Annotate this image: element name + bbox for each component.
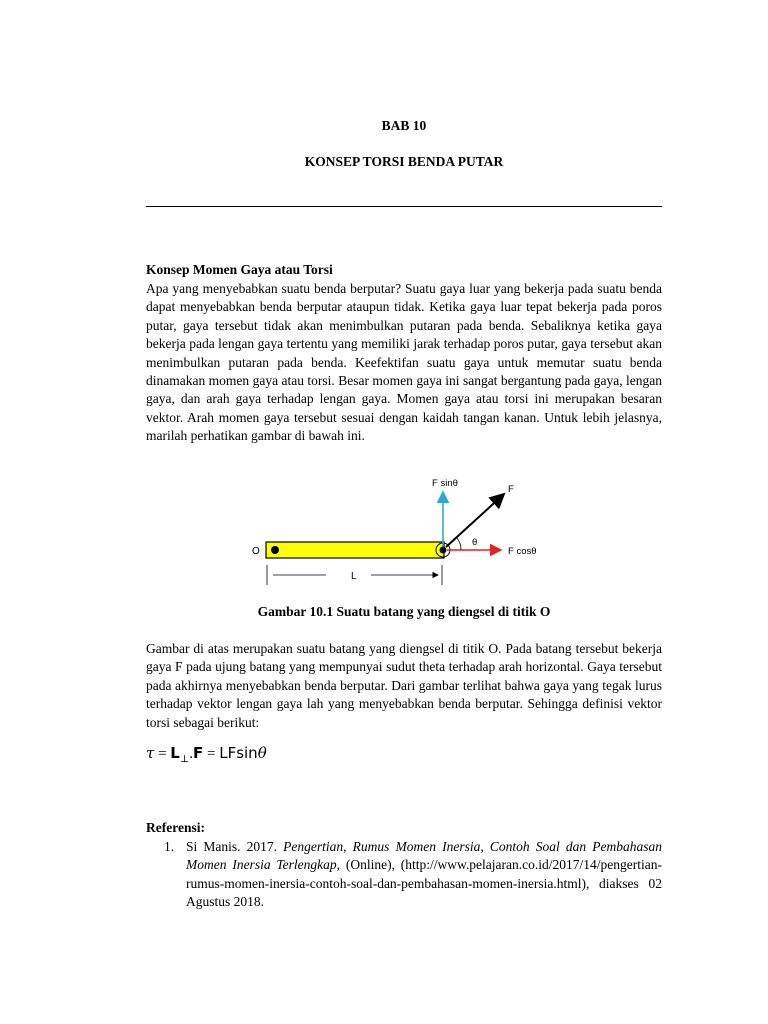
torque-formula — [146, 744, 267, 765]
reference-title: Pengertian, Rumus Momen Inersia, Contoh Soal dan Pembahasan Momen Inersia Terlengkap, — [186, 839, 662, 873]
reference-number: 1. — [164, 839, 175, 854]
formula-L: L — [170, 744, 180, 762]
angle-arc — [456, 537, 461, 550]
label-F: F — [508, 484, 514, 495]
formula-equals-2: = — [203, 746, 220, 762]
formula-dot: . — [189, 746, 193, 762]
chapter-title: KONSEP TORSI BENDA PUTAR — [304, 154, 504, 169]
torque-figure — [246, 470, 586, 590]
formula-equals-1: = — [154, 746, 171, 762]
label-theta: θ — [472, 537, 478, 548]
formula-perp: ⊥ — [179, 754, 190, 765]
formula-rhs: LFsin — [219, 744, 258, 762]
force-point-dot — [440, 547, 447, 554]
references-heading: Referensi: — [146, 820, 205, 835]
reference-rest: (Online), (http://www.pelajaran.co.id/2017/14/pengertian-rumus-momen-inersia-contoh-soal-dan-pembahasan-momen-inersia.html), diakses 02 Agustus 2018. — [186, 857, 662, 910]
reference-author: Si Manis. 2017. — [186, 839, 284, 854]
label-Fcos: F cosθ — [508, 546, 537, 557]
formula-F: F — [193, 744, 204, 762]
label-Fsin: F sinθ — [432, 478, 458, 489]
reference-text — [186, 838, 662, 912]
figure-caption: Gambar 10.1 Suatu batang yang diengsel di titik O — [257, 604, 551, 619]
chapter-number: BAB 10 — [381, 118, 427, 133]
paragraph-explanation: Gambar di atas merupakan suatu batang yang diengsel di titik O. Pada batang tersebut bekerja gaya F pada ujung batang yang mempunyai sudut theta terhadap arah horizontal. Gaya tersebut pada akhirnya menyebabkan benda berputar. Dari gambar terlihat bahwa gaya yang tegak lurus terhadap vektor lengan gaya lah yang menyebabkan benda berputar. Sehingga definisi vektor torsi sebagai berikut: — [146, 641, 662, 730]
horizontal-rule — [146, 206, 662, 207]
formula-tau: τ — [146, 744, 155, 762]
pivot-dot — [271, 546, 279, 554]
label-L: L — [351, 571, 357, 582]
formula-theta: θ — [257, 744, 267, 762]
bar — [266, 542, 444, 558]
label-O: O — [252, 546, 260, 557]
section-heading: Konsep Momen Gaya atau Torsi — [146, 262, 333, 277]
paragraph-intro: Apa yang menyebabkan suatu benda berputar? Suatu gaya luar yang bekerja pada suatu benda dapat menyebabkan benda berputar ataupun tidak. Ketika gaya luar tepat bekerja pada poros putar, gaya tersebut tidak akan menimbulkan putaran pada benda. Sebaliknya ketika gaya bekerja pada lengan gaya tertentu yang memiliki jarak terhadap poros putar, gaya tersebut akan menimbulkan putaran pada benda. Keefektifan suatu gaya untuk memutar suatu benda dinamakan momen gaya atau torsi. Besar momen gaya ini sangat bergantung pada gaya, lengan gaya, dan arah gaya terhadap lengan gaya. Momen gaya atau torsi ini merupakan besaran vektor. Arah momen gaya tersebut sesuai dengan kaidah tangan kanan. Untuk lebih jelasnya, marilah perhatikan gambar di bawah ini. — [146, 281, 662, 444]
